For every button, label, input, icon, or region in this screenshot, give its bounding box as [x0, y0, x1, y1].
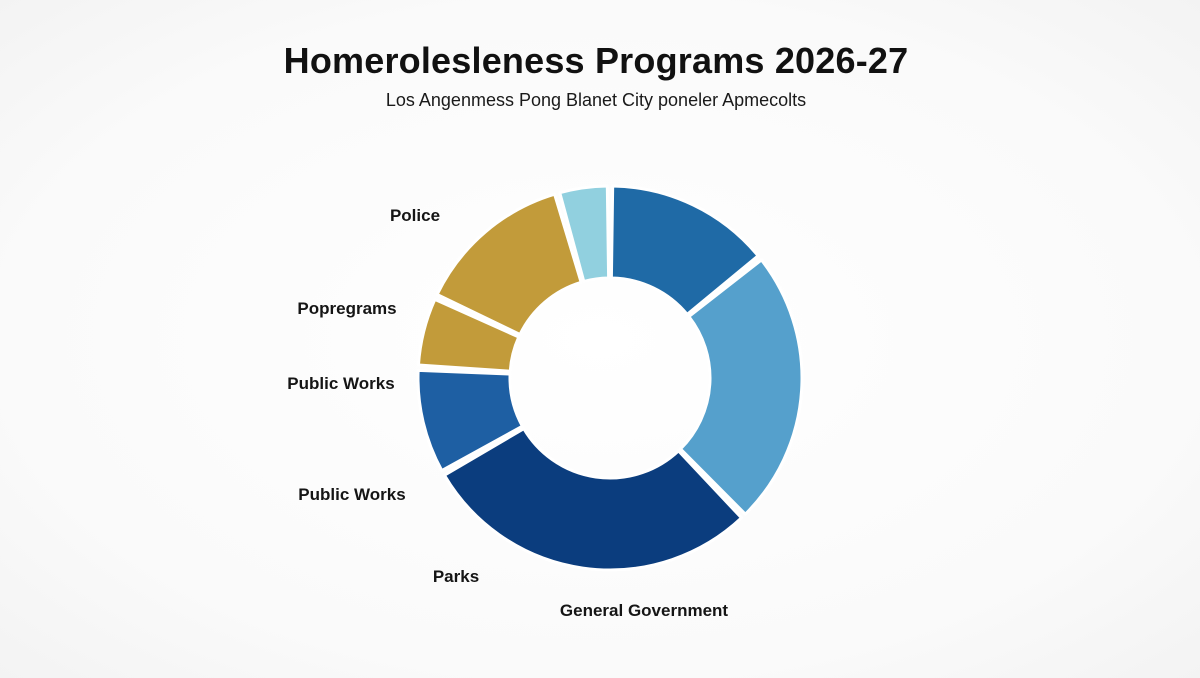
slice-label: Public Works	[287, 374, 395, 393]
chart-title: Homerolesleness Programs 2026-27	[283, 40, 909, 81]
chart-subtitle: Los Angenmess Pong Blanet City poneler Apmecolts	[385, 90, 807, 110]
slice-label: Public Works	[298, 485, 406, 504]
slice-label: Parks	[432, 567, 480, 586]
slice-label: Police	[389, 206, 441, 225]
slice-label: Popregrams	[297, 299, 397, 318]
slice-label: General Government	[559, 601, 729, 620]
donut-slices	[418, 186, 802, 570]
